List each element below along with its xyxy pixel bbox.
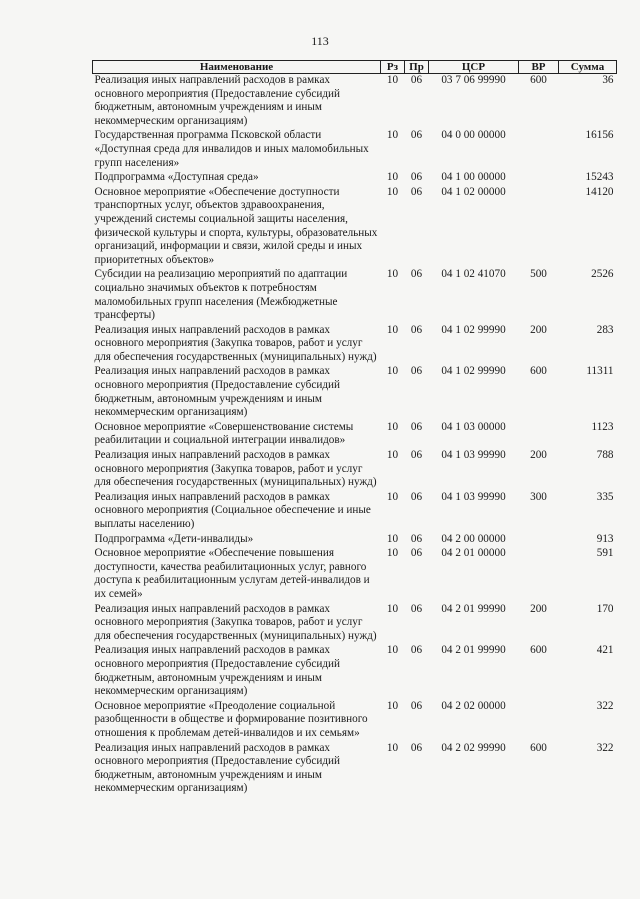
row-csr: 04 1 02 00000 xyxy=(441,185,506,198)
row-pr: 06 xyxy=(410,490,423,503)
row-sum: 14120 xyxy=(585,185,614,198)
row-name: Основное мероприятие «Преодоление социальной разобщенности в обществе и формирование позитивного отношения к проблемам детей-инвалидов и их семьям» xyxy=(94,699,368,739)
row-rz: 10 xyxy=(386,129,399,142)
row-vr: 200 xyxy=(530,602,547,615)
table-row xyxy=(93,644,617,699)
row-vr: 600 xyxy=(530,365,547,378)
row-sum: 322 xyxy=(596,741,614,754)
row-pr: 06 xyxy=(410,699,423,712)
table-row xyxy=(93,324,617,366)
row-vr xyxy=(519,700,559,742)
row-vr xyxy=(519,129,559,171)
row-vr: 600 xyxy=(530,741,547,754)
row-name: Реализация иных направлений расходов в рамках основного мероприятия (Предоставление субсидий бюджетным, автономным учреждениям и иным некоммерческим организациям) xyxy=(94,365,340,419)
row-sum: 421 xyxy=(596,644,614,657)
table-row xyxy=(93,547,617,602)
row-csr: 04 2 01 99990 xyxy=(441,602,506,615)
table-row xyxy=(93,268,617,323)
row-pr: 06 xyxy=(410,171,423,184)
row-csr: 04 1 03 99990 xyxy=(441,490,506,503)
row-name: Реализация иных направлений расходов в рамках основного мероприятия (Закупка товаров, работ и услуг для обеспечения государственных (муниципальных) нужд) xyxy=(94,602,377,642)
row-sum: 913 xyxy=(596,532,614,545)
row-rz: 10 xyxy=(386,185,399,198)
row-name: Реализация иных направлений расходов в рамках основного мероприятия (Закупка товаров, работ и услуг для обеспечения государственных (муниципальных) нужд) xyxy=(94,449,377,489)
row-rz: 10 xyxy=(386,74,399,86)
row-vr: 200 xyxy=(530,323,547,336)
row-pr: 06 xyxy=(410,602,423,615)
row-name: Реализация иных направлений расходов в рамках основного мероприятия (Предоставление субсидий бюджетным, автономным учреждениям и иным некоммерческим организациям) xyxy=(94,74,340,127)
row-pr: 06 xyxy=(410,268,423,281)
row-sum: 335 xyxy=(596,490,614,503)
row-pr: 06 xyxy=(410,547,423,560)
row-csr: 04 1 03 99990 xyxy=(441,449,506,462)
row-sum: 170 xyxy=(596,602,614,615)
table-row xyxy=(93,700,617,742)
row-csr: 04 1 03 00000 xyxy=(441,420,506,433)
row-csr: 03 7 06 99990 xyxy=(441,74,506,86)
table-row xyxy=(93,186,617,269)
row-name: Реализация иных направлений расходов в рамках основного мероприятия (Социальное обеспечение и иные выплаты населению) xyxy=(94,490,371,530)
row-name: Реализация иных направлений расходов в рамках основного мероприятия (Предоставление субсидий бюджетным, автономным учреждениям и иным некоммерческим организациям) xyxy=(94,741,340,795)
row-csr: 04 2 02 00000 xyxy=(441,699,506,712)
row-rz: 10 xyxy=(386,365,399,378)
row-pr: 06 xyxy=(410,449,423,462)
header-vr: ВР xyxy=(519,61,559,74)
row-pr: 06 xyxy=(410,74,423,86)
row-sum: 283 xyxy=(596,323,614,336)
row-rz: 10 xyxy=(386,602,399,615)
row-pr: 06 xyxy=(410,532,423,545)
row-vr: 300 xyxy=(530,490,547,503)
row-csr: 04 1 02 41070 xyxy=(441,268,506,281)
row-sum: 591 xyxy=(596,547,614,560)
row-vr: 600 xyxy=(530,644,547,657)
row-pr: 06 xyxy=(410,129,423,142)
row-rz: 10 xyxy=(386,268,399,281)
table-row xyxy=(93,129,617,171)
row-rz: 10 xyxy=(386,420,399,433)
row-csr: 04 1 02 99990 xyxy=(441,323,506,336)
table-row xyxy=(93,74,617,130)
row-csr: 04 2 01 00000 xyxy=(441,547,506,560)
row-csr: 04 2 02 99990 xyxy=(441,741,506,754)
row-name: Реализация иных направлений расходов в рамках основного мероприятия (Предоставление субсидий бюджетным, автономным учреждениям и иным некоммерческим организациям) xyxy=(94,644,340,698)
row-vr: 600 xyxy=(530,74,547,86)
row-sum: 1123 xyxy=(591,420,614,433)
page-number: 113 xyxy=(311,34,329,48)
row-rz: 10 xyxy=(386,741,399,754)
row-rz: 10 xyxy=(386,532,399,545)
header-csr: ЦСР xyxy=(429,61,519,74)
row-sum: 788 xyxy=(596,449,614,462)
row-vr xyxy=(519,186,559,269)
row-name: Подпрограмма «Доступная среда» xyxy=(94,171,259,184)
row-csr: 04 0 00 00000 xyxy=(441,129,506,142)
row-rz: 10 xyxy=(386,644,399,657)
table-row xyxy=(93,365,617,420)
row-sum: 11311 xyxy=(586,365,614,378)
table-header-row xyxy=(93,61,617,74)
row-rz: 10 xyxy=(386,699,399,712)
row-pr: 06 xyxy=(410,365,423,378)
row-vr xyxy=(519,547,559,602)
row-csr: 04 2 00 00000 xyxy=(441,532,506,545)
row-name: Субсидии на реализацию мероприятий по адаптации социально значимых объектов к потребностям маломобильных групп населения (Межбюджетные трансферты) xyxy=(94,268,348,322)
row-name: Подпрограмма «Дети-инвалиды» xyxy=(94,532,254,545)
row-rz: 10 xyxy=(386,449,399,462)
table-row xyxy=(93,533,617,548)
header-rz: Рз xyxy=(381,61,405,74)
table-row xyxy=(93,421,617,449)
row-name: Основное мероприятие «Совершенствование системы реабилитации и социальной интеграции инвалидов» xyxy=(94,420,354,447)
table-row xyxy=(93,603,617,645)
row-name: Основное мероприятие «Обеспечение повышения доступности, качества реабилитационных услуг, равного доступа к реабилитационным услугам детей-инвалидов и их семей» xyxy=(94,547,370,600)
table-row xyxy=(93,742,617,797)
row-sum: 322 xyxy=(596,699,614,712)
row-pr: 06 xyxy=(410,420,423,433)
row-sum: 2526 xyxy=(591,268,614,281)
row-sum: 36 xyxy=(602,74,614,86)
row-pr: 06 xyxy=(410,644,423,657)
row-csr: 04 1 00 00000 xyxy=(441,171,506,184)
table-row xyxy=(93,491,617,533)
row-vr: 200 xyxy=(530,449,547,462)
row-sum: 15243 xyxy=(585,171,614,184)
row-name: Реализация иных направлений расходов в рамках основного мероприятия (Закупка товаров, работ и услуг для обеспечения государственных (муниципальных) нужд) xyxy=(94,323,377,363)
budget-table xyxy=(92,60,617,797)
row-vr xyxy=(519,421,559,449)
row-vr: 500 xyxy=(530,268,547,281)
table-row xyxy=(93,449,617,491)
row-csr: 04 1 02 99990 xyxy=(441,365,506,378)
row-name: Основное мероприятие «Обеспечение доступности транспортных услуг, объектов здравоохранения, учреждений системы социальной защиты населения, физической культуры и спорта, культуры, образовательных организаций, информации и связи, жилой среды и иных приоритетных объектов» xyxy=(94,185,378,266)
row-rz: 10 xyxy=(386,323,399,336)
row-name: Государственная программа Псковской области «Доступная среда для инвалидов и иных маломобильных групп населения» xyxy=(94,129,369,169)
row-pr: 06 xyxy=(410,323,423,336)
header-sum: Сумма xyxy=(559,61,617,74)
row-pr: 06 xyxy=(410,185,423,198)
header-pr: Пр xyxy=(405,61,429,74)
row-rz: 10 xyxy=(386,547,399,560)
row-rz: 10 xyxy=(386,171,399,184)
row-rz: 10 xyxy=(386,490,399,503)
row-vr xyxy=(519,171,559,186)
row-sum: 16156 xyxy=(585,129,614,142)
row-vr xyxy=(519,533,559,548)
row-csr: 04 2 01 99990 xyxy=(441,644,506,657)
header-name: Наименование xyxy=(93,61,381,74)
table-row xyxy=(93,171,617,186)
row-pr: 06 xyxy=(410,741,423,754)
